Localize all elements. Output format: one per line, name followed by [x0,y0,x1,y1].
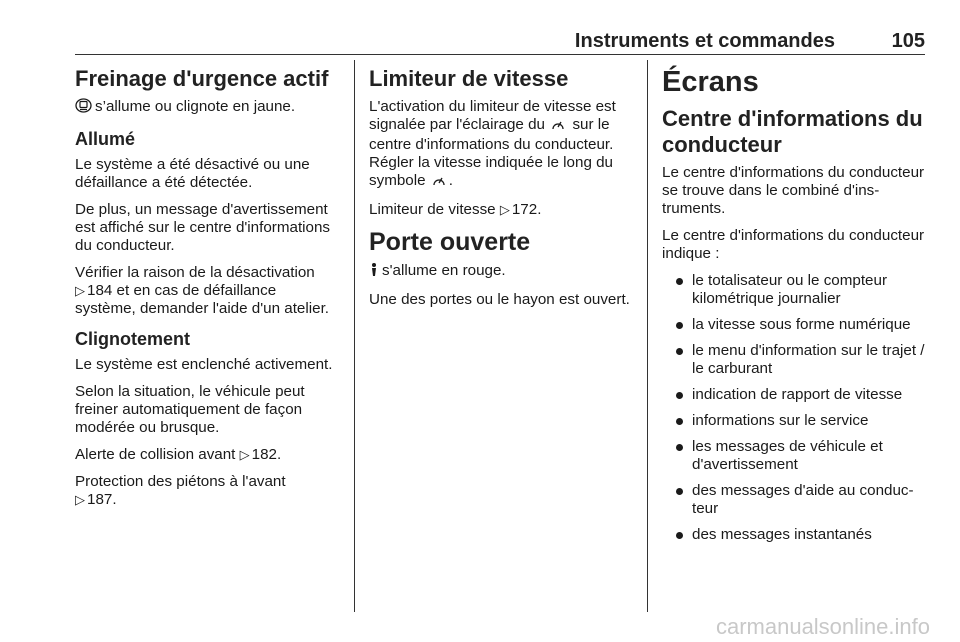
paragraph [369,201,635,219]
heading-freinage: Freinage d'urgence actif [75,66,329,91]
paragraph [75,98,341,118]
text: 182. [251,446,282,463]
paragraph [75,446,341,464]
text: Alerte de collision avant [75,446,236,463]
text: L'activation du limiteur de vitesse est signalée par l'éclairage du [369,98,616,133]
paragraph: Le système est enclenché activement. [75,356,333,373]
icon-line-text: s’allume ou clignote en jaune. [95,98,296,115]
text: s'allume en rouge. [382,262,506,279]
column-3 [662,60,928,552]
page-reference-icon: ▷ [75,283,85,298]
speed-limiter-icon [551,118,565,136]
paragraph: Le centre d'informations du conducteur se trouve dans le combiné d'instruments. [662,164,925,217]
list-item: le menu d'information sur le trajet / le carburant [662,342,928,378]
door-open-icon [369,262,379,282]
paragraph: De plus, un message d'avertissement est affiché sur le centre d'informations du conducteur. [75,201,331,254]
page-reference-icon: ▷ [75,492,85,507]
page-header [75,26,925,55]
paragraph: Le centre d'informations du conducteur indique : [662,227,925,262]
column-divider [647,60,648,612]
heading-porte-ouverte: Porte ouverte [369,228,531,256]
list-item: indication de rapport de vitesse [662,386,928,404]
text: . [448,172,454,189]
page-reference-icon: ▷ [239,447,250,462]
paragraph: Selon la situation, le véhicule peut freiner automatiquement de façon modérée ou brusque. [75,383,305,436]
paragraph [75,264,341,318]
speed-limiter-icon [432,174,446,192]
list-item: le totalisateur ou le compteur kilométrique journalier [662,272,928,308]
list-item: des messages d'aide au conducteur [662,482,928,518]
emergency-brake-icon [75,98,92,118]
paragraph [369,98,635,192]
subheading-clignotement: Clignotement [75,329,190,349]
page-reference-icon: ▷ [499,202,510,217]
paragraph [369,262,635,282]
heading-limiteur: Limiteur de vitesse [369,66,569,91]
column-1 [75,60,341,518]
text: 172. [511,201,542,218]
paragraph [75,473,341,509]
chapter-heading-ecrans: Écrans [662,66,759,98]
text: Limiteur de vitesse [369,201,496,218]
column-divider [354,60,355,612]
paragraph: Le système a été désactivé ou une défaillance a été détectée. [75,156,310,191]
section-title: Instruments et commandes [574,30,835,52]
text: 184 et en cas de défaillance système, demander l'aide d'un atelier. [75,282,330,317]
text: 187. [87,491,117,508]
list-item: les messages de véhicule et d'avertissement [662,438,928,474]
list-item: informations sur le service [662,412,928,430]
list-item: la vitesse sous forme numérique [662,316,928,334]
column-2 [369,60,635,318]
heading-centre-informations: Centre d'informations du conducteur [662,106,923,157]
text: Protection des piétons à l'avant [75,473,286,490]
paragraph: Une des portes ou le hayon est ouvert. [369,291,630,308]
text: sur le centre d'informations du conducteur. Régler la vitesse indiquée le long du symbole [369,116,614,189]
list-item: des messages instantanés [662,526,928,544]
page-number: 105 [891,30,925,52]
text: Vérifier la raison de la désactivation [75,264,315,281]
subheading-allume: Allumé [75,129,136,149]
watermark: carmanualsonline.info [715,614,930,639]
bullet-list [662,272,928,544]
